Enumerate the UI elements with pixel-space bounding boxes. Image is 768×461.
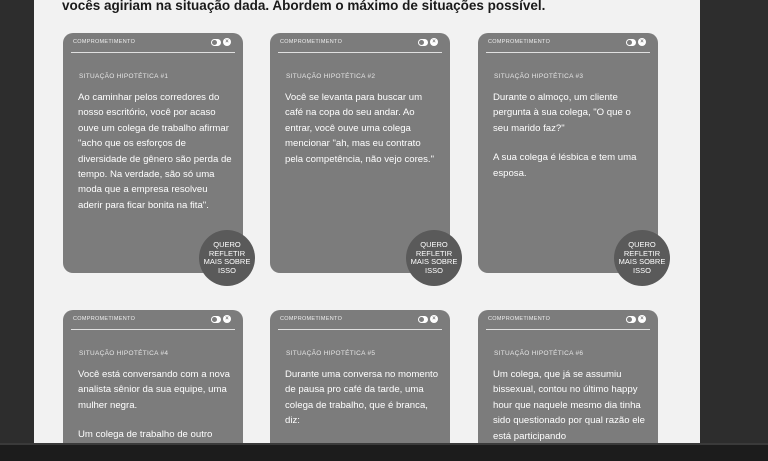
card-text [285,90,439,167]
card-paragraph: Ao caminhar pelos corredores do nosso escritório, você por acaso ouve um colega de trabalho afirmar "acho que os esforços de diversidade de gênero são perda de tempo. Na verdade, são só uma moda que a empresa resolveu aderir para ficar bonita na fita". [78,92,232,211]
card-label: COMPROMETIMENTO [488,39,551,45]
card-header [71,38,235,50]
toggle-icon[interactable] [626,39,636,46]
card-text [493,367,647,443]
card-paragraph: Durante o almoço, um cliente pergunta à sua colega, "O que o seu marido faz?" [493,92,631,134]
card-paragraph: A sua colega é lésbica e tem uma esposa. [493,152,637,179]
card-text [78,367,232,443]
close-icon[interactable]: × [638,38,646,46]
card-subtitle: SITUAÇÃO HIPOTÉTICA #3 [494,73,584,80]
card-subtitle: SITUAÇÃO HIPOTÉTICA #6 [494,350,584,357]
close-icon[interactable]: × [223,38,231,46]
card-paragraph: Você se levanta para buscar um café na copa do seu andar. Ao entrar, você ouve uma colega mencionar "ah, mas eu contrato pela competência, não vejo cores." [285,92,434,165]
close-icon[interactable]: × [430,315,438,323]
card-divider [486,52,650,53]
left-dark-margin [0,0,34,443]
reflect-more-button-3[interactable]: QUERO REFLETIR MAIS SOBRE ISSO [614,230,670,286]
card-header [486,315,650,327]
card-label: COMPROMETIMENTO [280,39,343,45]
toggle-icon[interactable] [211,316,221,323]
card-header [71,315,235,327]
card-paragraph: Um colega, que já se assumiu bissexual, contou no último happy hour que naquele mesmo dia tinha sido questionado por qual razão ele está participando [493,369,646,442]
reflect-more-button-2[interactable]: QUERO REFLETIR MAIS SOBRE ISSO [406,230,462,286]
close-icon[interactable]: × [223,315,231,323]
card-subtitle: SITUAÇÃO HIPOTÉTICA #4 [79,350,169,357]
close-icon[interactable]: × [430,38,438,46]
card-divider [278,52,442,53]
close-icon[interactable]: × [638,315,646,323]
right-dark-margin [700,0,768,443]
card-header [278,38,442,50]
toggle-icon[interactable] [211,39,221,46]
situation-card-4[interactable] [63,310,243,443]
card-label: COMPROMETIMENTO [73,39,136,45]
bottom-bar [0,443,768,461]
card-divider [486,329,650,330]
card-subtitle: SITUAÇÃO HIPOTÉTICA #1 [79,73,169,80]
card-header [278,315,442,327]
card-paragraph: Você está conversando com a nova analista sênior da sua equipe, uma mulher negra. [78,369,230,411]
card-paragraph: Durante uma conversa no momento de pausa pro café da tarde, uma colega de trabalho, que é branca, diz: [285,369,439,427]
situation-card-6[interactable] [478,310,658,443]
card-divider [71,52,235,53]
card-text [285,367,439,429]
card-label: COMPROMETIMENTO [73,316,136,322]
card-text [493,90,647,181]
card-subtitle: SITUAÇÃO HIPOTÉTICA #5 [286,350,376,357]
toggle-icon[interactable] [418,39,428,46]
page-content[interactable] [34,0,700,443]
card-label: COMPROMETIMENTO [488,316,551,322]
reflect-more-button-1[interactable]: QUERO REFLETIR MAIS SOBRE ISSO [199,230,255,286]
card-divider [71,329,235,330]
toggle-icon[interactable] [626,316,636,323]
toggle-icon[interactable] [418,316,428,323]
card-header [486,38,650,50]
situation-card-5[interactable] [270,310,450,443]
card-text [78,90,232,213]
card-divider [278,329,442,330]
card-label: COMPROMETIMENTO [280,316,343,322]
card-subtitle: SITUAÇÃO HIPOTÉTICA #2 [286,73,376,80]
card-paragraph: Um colega de trabalho de outro [78,429,213,441]
page-heading: vocês agiriam na situação dada. Abordem o máximo de situações possível. [62,0,546,13]
